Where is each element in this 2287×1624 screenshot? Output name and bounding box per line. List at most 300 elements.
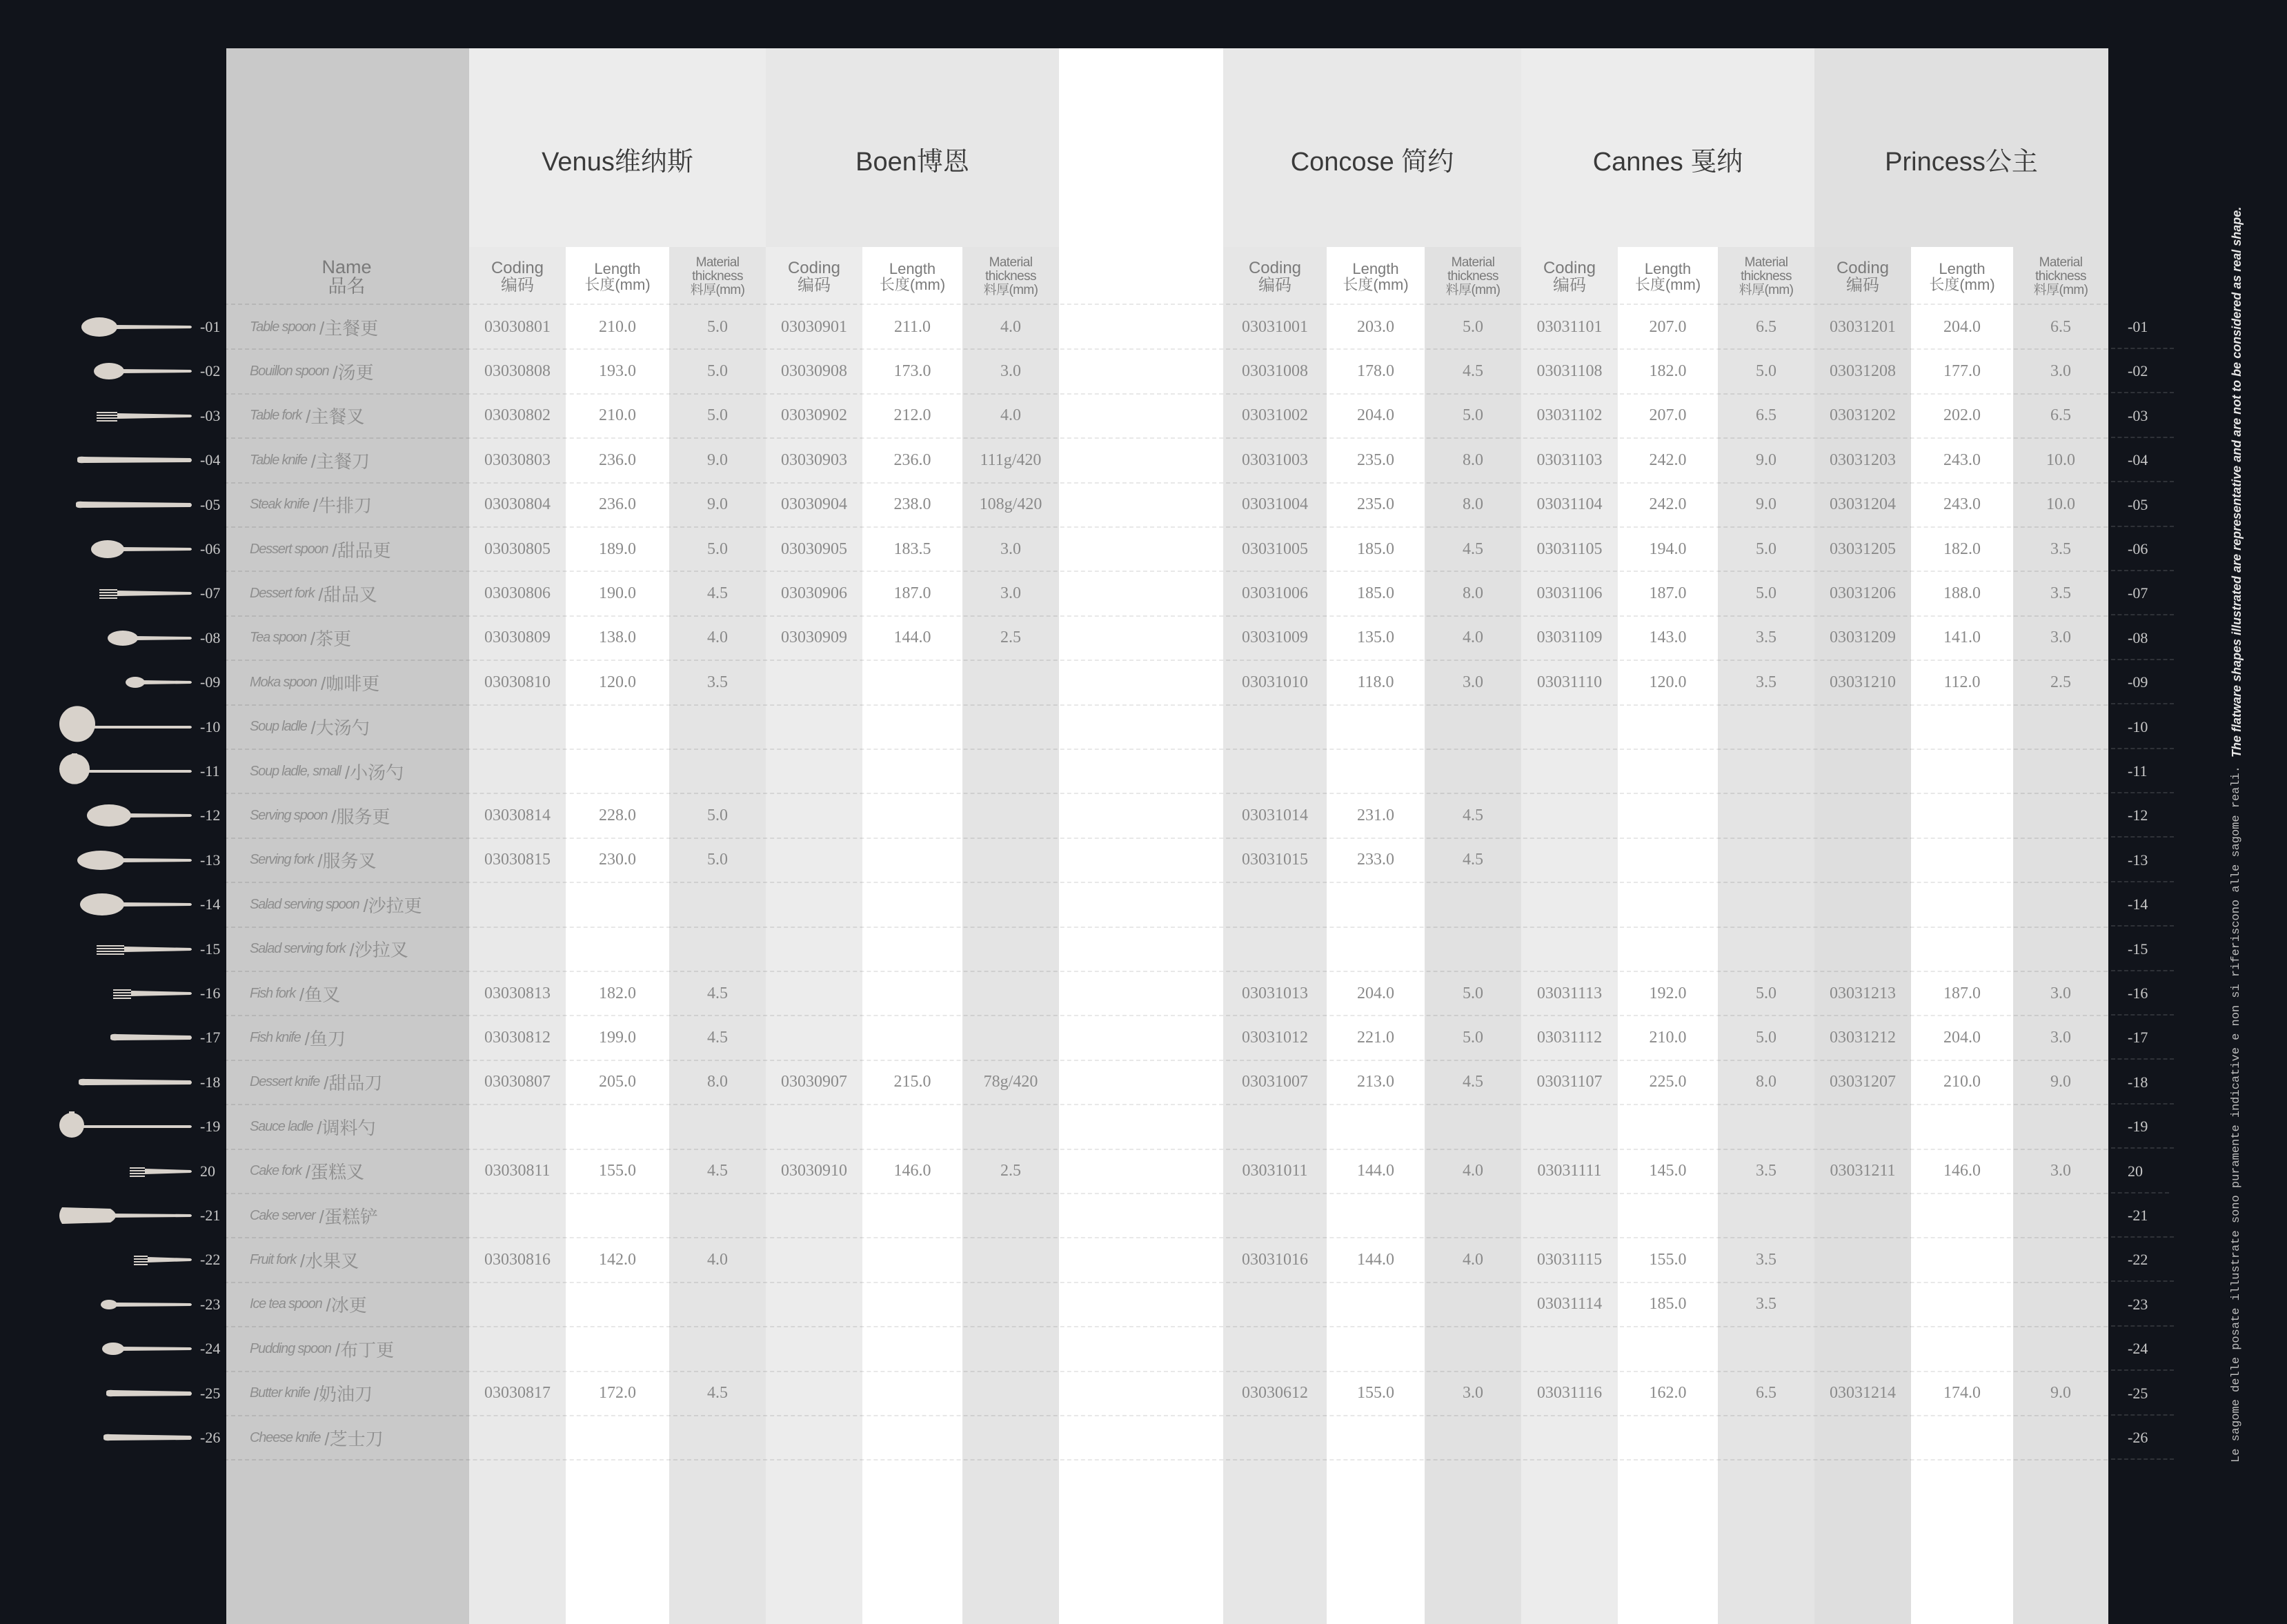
length-cell: 144.0 — [1357, 1162, 1394, 1180]
coding-header — [469, 252, 566, 301]
coding-cell: 03031015 — [1242, 851, 1308, 869]
row-index-left: -22 — [200, 1251, 221, 1269]
thickness-cell: 3.0 — [1463, 1384, 1483, 1403]
item-name-en: Ice tea spoon — [250, 1296, 322, 1312]
item-name-en: Butter knife — [250, 1385, 310, 1401]
thickness-cell: 5.0 — [1756, 362, 1776, 380]
thickness-cell: 4.5 — [707, 1384, 728, 1403]
item-name — [250, 838, 377, 882]
length-cell: 194.0 — [1649, 539, 1687, 558]
coding-cell: 03030805 — [484, 539, 551, 558]
row-index-right: -23 — [2128, 1283, 2148, 1327]
item-name-zh: /大汤勺 — [310, 717, 370, 739]
thickness-cell: 8.0 — [707, 1073, 728, 1091]
row-index-right: -15 — [2128, 927, 2148, 971]
length-cell: 187.0 — [1943, 984, 1981, 1002]
thickness-cell: 5.0 — [1756, 584, 1776, 602]
item-name-en: Fish knife — [250, 1029, 301, 1045]
length-cell: 235.0 — [1357, 450, 1394, 469]
dessert-knife-icon — [55, 1060, 193, 1105]
length-cell: 185.0 — [1649, 1295, 1687, 1314]
coding-cell: 03030905 — [781, 539, 847, 558]
item-name-en: Salad serving fork — [250, 941, 346, 957]
thickness-cell: 4.0 — [1463, 1162, 1483, 1180]
thickness-cell: 9.0 — [2050, 1073, 2071, 1091]
length-cell: 231.0 — [1357, 806, 1394, 824]
coding-cell: 03031008 — [1242, 362, 1308, 380]
length-cell: 187.0 — [1649, 584, 1687, 602]
coding-cell: 03031005 — [1242, 539, 1308, 558]
thickness-header — [669, 252, 766, 301]
thickness-cell: 4.5 — [1463, 1073, 1483, 1091]
collection-title: Cannes 戛纳 — [1592, 147, 1743, 177]
length-cell: 204.0 — [1943, 1028, 1981, 1047]
item-name-en: Sauce ladle — [250, 1118, 313, 1134]
length-cell: 199.0 — [599, 1028, 636, 1047]
coding-cell: 03031105 — [1536, 539, 1603, 558]
coding-cell: 03031212 — [1830, 1028, 1896, 1047]
item-name-en: Dessert knife — [250, 1074, 320, 1090]
length-cell: 155.0 — [1649, 1250, 1687, 1269]
coding-cell: 03030612 — [1242, 1384, 1308, 1403]
item-name-en: Table fork — [250, 408, 302, 424]
length-cell: 141.0 — [1943, 628, 1981, 647]
thickness-cell: 3.0 — [2050, 1162, 2071, 1180]
thickness-cell: 3.5 — [2050, 539, 2071, 558]
thickness-cell: 4.5 — [1463, 539, 1483, 558]
serving-spoon-icon — [55, 793, 193, 838]
coding-cell: 03030811 — [484, 1162, 551, 1180]
thickness-cell: 6.5 — [1756, 406, 1776, 425]
coding-cell: 03030901 — [781, 317, 847, 336]
item-name-en: Steak knife — [250, 497, 309, 513]
thickness-cell: 5.0 — [1756, 539, 1776, 558]
name-header-en: Name — [321, 256, 372, 277]
thickness-cell: 3.5 — [1756, 1162, 1776, 1180]
coding-cell: 03031001 — [1242, 317, 1308, 336]
soup-ladle-icon — [55, 705, 193, 749]
length-header — [566, 252, 669, 301]
sauce-ladle-icon — [55, 1105, 193, 1149]
thickness-header-zh: 料厚(mm) — [1445, 282, 1501, 297]
thickness-cell: 8.0 — [1756, 1073, 1776, 1091]
coding-cell: 03030910 — [781, 1162, 847, 1180]
name-header — [290, 252, 404, 301]
length-cell: 205.0 — [599, 1073, 636, 1091]
thickness-cell: 5.0 — [707, 406, 728, 425]
item-name-en: Dessert spoon — [250, 541, 328, 557]
thickness-cell: 5.0 — [1756, 984, 1776, 1002]
item-name — [250, 749, 404, 793]
length-header-zh: 长度(mm) — [1634, 276, 1701, 293]
row-index-left: -17 — [200, 1029, 221, 1047]
coding-header-zh: 编码 — [798, 276, 831, 295]
item-name — [250, 1283, 367, 1327]
coding-cell: 03030904 — [781, 495, 847, 514]
coding-cell: 03030808 — [484, 362, 551, 380]
length-cell: 243.0 — [1943, 495, 1981, 514]
item-name-zh: /蛋糕铲 — [319, 1206, 378, 1227]
row-index-right: -21 — [2128, 1194, 2148, 1238]
length-cell: 146.0 — [893, 1162, 931, 1180]
coding-header-en: Coding — [1248, 258, 1302, 277]
fruit-fork-icon — [55, 1238, 193, 1282]
coding-cell: 03030809 — [484, 628, 551, 647]
item-name — [250, 438, 370, 482]
item-name-zh: /鱼刀 — [304, 1028, 346, 1049]
item-name — [250, 1194, 378, 1238]
item-name — [250, 616, 351, 660]
coding-cell: 03031013 — [1242, 984, 1308, 1002]
thickness-header — [1425, 252, 1521, 301]
thickness-header-zh: 料厚(mm) — [2033, 282, 2088, 297]
row-index-right: -17 — [2128, 1016, 2148, 1060]
thickness-cell: 3.5 — [707, 673, 728, 691]
thickness-cell: 3.5 — [1756, 1250, 1776, 1269]
coding-cell: 03031213 — [1830, 984, 1896, 1002]
coding-cell: 03030803 — [484, 450, 551, 469]
item-name — [250, 1416, 384, 1460]
thickness-cell: 2.5 — [1000, 628, 1021, 647]
row-index-right: -22 — [2128, 1238, 2148, 1282]
coding-header-en: Coding — [1543, 258, 1596, 277]
row-index-left: -14 — [200, 895, 221, 913]
dessert-fork-icon — [55, 571, 193, 615]
coding-header-en: Coding — [491, 258, 544, 277]
length-cell: 212.0 — [893, 406, 931, 425]
row-index-right: -03 — [2128, 394, 2148, 438]
row-index-left: -04 — [200, 451, 221, 469]
item-name-en: Soup ladle, small — [250, 763, 341, 779]
serving-fork-icon — [55, 838, 193, 882]
fish-fork-icon — [55, 971, 193, 1016]
item-name — [250, 927, 408, 971]
item-name — [250, 705, 370, 749]
coding-cell: 03031112 — [1536, 1028, 1603, 1047]
length-cell: 146.0 — [1943, 1162, 1981, 1180]
length-cell: 190.0 — [599, 584, 636, 602]
item-name — [250, 1327, 394, 1371]
length-cell: 182.0 — [1943, 539, 1981, 558]
pudding-spoon-icon — [55, 1327, 193, 1371]
length-header-zh: 长度(mm) — [879, 276, 946, 293]
thickness-header-zh: 料厚(mm) — [983, 282, 1038, 297]
length-cell: 145.0 — [1649, 1162, 1687, 1180]
row-divider — [224, 704, 2108, 706]
length-header-en: Length — [1939, 259, 1986, 277]
thickness-header-en: Material thickness — [985, 255, 1036, 284]
coding-cell: 03030807 — [484, 1073, 551, 1091]
item-name-en: Cake fork — [250, 1163, 301, 1179]
length-cell: 135.0 — [1357, 628, 1394, 647]
thickness-cell: 4.0 — [707, 628, 728, 647]
item-name-zh: /咖啡更 — [320, 673, 380, 694]
row-index-right: -02 — [2128, 349, 2148, 393]
thickness-cell: 5.0 — [707, 851, 728, 869]
length-cell: 236.0 — [599, 495, 636, 514]
item-name-zh: /服务叉 — [317, 851, 377, 872]
item-name-en: Table knife — [250, 452, 307, 468]
coding-cell: 03031014 — [1242, 806, 1308, 824]
table-spoon-icon — [55, 305, 193, 349]
length-header-zh: 长度(mm) — [1929, 276, 1995, 293]
coding-header — [766, 252, 862, 301]
row-divider — [224, 882, 2108, 883]
thickness-cell: 4.5 — [1463, 806, 1483, 824]
item-name-zh: /鱼叉 — [299, 984, 341, 1005]
length-cell: 138.0 — [599, 628, 636, 647]
coding-cell: 03031214 — [1830, 1384, 1896, 1403]
name-header-zh: 品名 — [328, 276, 366, 297]
row-index-left: -24 — [200, 1340, 221, 1358]
row-index-right: -11 — [2128, 749, 2148, 793]
thickness-header-zh: 料厚(mm) — [1739, 282, 1794, 297]
thickness-cell: 10.0 — [2046, 450, 2075, 469]
item-name — [250, 483, 372, 527]
thickness-cell: 3.0 — [2050, 628, 2071, 647]
coding-cell: 03031203 — [1830, 450, 1896, 469]
thickness-cell: 3.0 — [1000, 539, 1021, 558]
item-name-zh: /沙拉更 — [363, 895, 422, 916]
row-index-left: -08 — [200, 628, 221, 646]
moka-spoon-icon — [55, 660, 193, 704]
length-cell: 118.0 — [1357, 673, 1394, 691]
item-name — [250, 882, 422, 927]
coding-cell: 03031202 — [1830, 406, 1896, 425]
coding-header-zh: 编码 — [1846, 276, 1879, 295]
coding-cell: 03030815 — [484, 851, 551, 869]
length-cell: 204.0 — [1357, 406, 1394, 425]
coding-header-en: Coding — [1836, 258, 1890, 277]
length-cell: 242.0 — [1649, 495, 1687, 514]
thickness-header-en: Material thickness — [692, 255, 743, 284]
item-name-zh: /茶更 — [310, 628, 352, 650]
thickness-cell: 6.5 — [2050, 406, 2071, 425]
thickness-cell: 8.0 — [1463, 584, 1483, 602]
row-divider — [224, 1459, 2108, 1460]
row-index-right: -08 — [2128, 616, 2148, 660]
thickness-cell: 2.5 — [1000, 1162, 1021, 1180]
thickness-cell: 2.5 — [2050, 673, 2071, 691]
row-index-left: -13 — [200, 851, 221, 869]
item-name-en: Soup ladle — [250, 719, 307, 735]
row-index-left: -05 — [200, 495, 221, 513]
length-header — [862, 252, 962, 301]
length-cell: 178.0 — [1357, 362, 1394, 380]
item-name-zh: /蛋糕叉 — [305, 1162, 365, 1183]
thickness-cell: 6.5 — [2050, 317, 2071, 336]
length-cell: 144.0 — [1357, 1250, 1394, 1269]
item-name-en: Fruit fork — [250, 1251, 296, 1267]
coding-cell: 03031104 — [1536, 495, 1603, 514]
coding-header — [1521, 252, 1618, 301]
coding-cell: 03030801 — [484, 317, 551, 336]
item-name-zh: /布丁更 — [335, 1339, 395, 1360]
length-cell: 143.0 — [1649, 628, 1687, 647]
coding-header — [1814, 252, 1911, 301]
coding-cell: 03031009 — [1242, 628, 1308, 647]
item-name — [250, 527, 391, 571]
row-index-left: -23 — [200, 1295, 221, 1313]
item-name — [250, 1105, 376, 1149]
thickness-cell: 3.0 — [1000, 362, 1021, 380]
item-name-en: Moka spoon — [250, 674, 317, 690]
coding-cell: 03031208 — [1830, 362, 1896, 380]
coding-cell: 03031210 — [1830, 673, 1896, 691]
length-cell: 204.0 — [1357, 984, 1394, 1002]
coding-cell: 03031110 — [1536, 673, 1603, 691]
row-index-left: -15 — [200, 940, 221, 958]
cake-server-icon — [55, 1194, 193, 1238]
coding-cell: 03031101 — [1536, 317, 1603, 336]
length-header-en: Length — [1352, 259, 1399, 277]
thickness-cell: 3.5 — [2050, 584, 2071, 602]
cake-fork-icon — [55, 1149, 193, 1194]
thickness-cell: 5.0 — [1463, 406, 1483, 425]
thickness-cell: 5.0 — [707, 806, 728, 824]
length-header-zh: 长度(mm) — [1343, 276, 1409, 293]
thickness-cell: 4.5 — [707, 984, 728, 1002]
coding-cell: 03031206 — [1830, 584, 1896, 602]
collection-title: Princess公主 — [1885, 147, 2038, 177]
item-name-zh: /主餐更 — [319, 317, 379, 339]
thickness-cell: 4.0 — [1463, 628, 1483, 647]
length-cell: 185.0 — [1357, 584, 1394, 602]
item-name-zh: /芝士刀 — [324, 1428, 384, 1449]
table-knife-icon — [55, 438, 193, 482]
row-index-right: 20 — [2128, 1149, 2143, 1194]
thickness-cell: 4.5 — [707, 584, 728, 602]
length-cell: 192.0 — [1649, 984, 1687, 1002]
length-cell: 172.0 — [599, 1384, 636, 1403]
coding-cell: 03031103 — [1536, 450, 1603, 469]
length-cell: 228.0 — [599, 806, 636, 824]
thickness-cell: 5.0 — [1463, 984, 1483, 1002]
coding-cell: 03031115 — [1536, 1250, 1603, 1269]
thickness-cell: 5.0 — [1756, 1028, 1776, 1047]
length-cell: 203.0 — [1357, 317, 1394, 336]
coding-cell: 03030813 — [484, 984, 551, 1002]
length-cell: 120.0 — [599, 673, 636, 691]
item-name-zh: /调料勺 — [317, 1117, 376, 1138]
row-index-left: -26 — [200, 1429, 221, 1446]
coding-header-zh: 编码 — [501, 276, 534, 295]
row-divider — [224, 1104, 2108, 1105]
coding-cell: 03030806 — [484, 584, 551, 602]
length-header-en: Length — [1644, 259, 1692, 277]
thickness-cell: 5.0 — [707, 317, 728, 336]
coding-cell: 03031003 — [1242, 450, 1308, 469]
coding-cell: 03030906 — [781, 584, 847, 602]
coding-cell: 03030810 — [484, 673, 551, 691]
fish-knife-icon — [55, 1016, 193, 1060]
thickness-cell: 4.5 — [707, 1028, 728, 1047]
coding-cell: 03031010 — [1242, 673, 1308, 691]
item-name-zh: /甜品更 — [332, 539, 391, 561]
coding-cell: 03030816 — [484, 1250, 551, 1269]
thickness-cell: 5.0 — [1463, 317, 1483, 336]
row-index-left: -11 — [200, 762, 220, 780]
row-index-left: -02 — [200, 362, 221, 380]
item-name-zh: /甜品叉 — [318, 584, 377, 605]
coding-cell: 03031007 — [1242, 1073, 1308, 1091]
item-name — [250, 793, 390, 838]
length-cell: 210.0 — [599, 406, 636, 425]
coding-cell: 03031209 — [1830, 628, 1896, 647]
item-name — [250, 1238, 359, 1282]
length-header — [1327, 252, 1425, 301]
thickness-cell: 4.0 — [1000, 406, 1021, 425]
row-index-right: -09 — [2128, 660, 2148, 704]
row-divider — [224, 1282, 2108, 1283]
thickness-header-en: Material thickness — [2035, 255, 2086, 284]
item-name-zh: /沙拉叉 — [349, 940, 408, 961]
small-soup-ladle-icon — [55, 749, 193, 793]
row-index-left: 20 — [200, 1162, 215, 1180]
length-cell: 210.0 — [1943, 1073, 1981, 1091]
row-divider — [224, 1415, 2108, 1416]
row-divider — [224, 749, 2108, 750]
row-divider — [224, 1193, 2108, 1194]
table-fork-icon — [55, 394, 193, 438]
item-name-en: Cake server — [250, 1207, 315, 1223]
item-name-en: Dessert fork — [250, 585, 315, 601]
item-name — [250, 571, 377, 615]
thickness-cell: 5.0 — [1463, 1028, 1483, 1047]
thickness-cell: 4.0 — [1463, 1250, 1483, 1269]
row-index-left: -18 — [200, 1073, 221, 1091]
item-name — [250, 1016, 346, 1060]
row-index-left: -21 — [200, 1207, 221, 1224]
coding-cell: 03031116 — [1536, 1384, 1603, 1403]
length-cell: 177.0 — [1943, 362, 1981, 380]
thickness-header-zh: 料厚(mm) — [690, 282, 745, 297]
collection-title: Concose 简约 — [1290, 147, 1454, 177]
tea-spoon-icon — [55, 616, 193, 660]
thickness-cell: 3.0 — [2050, 984, 2071, 1002]
length-cell: 236.0 — [893, 450, 931, 469]
length-header-en: Length — [594, 259, 641, 277]
length-cell: 213.0 — [1357, 1073, 1394, 1091]
row-index-right: -01 — [2128, 305, 2148, 349]
length-cell: 236.0 — [599, 450, 636, 469]
coding-cell: 03031016 — [1242, 1250, 1308, 1269]
length-cell: 185.0 — [1357, 539, 1394, 558]
row-index-left: -16 — [200, 984, 221, 1002]
coding-cell: 03030812 — [484, 1028, 551, 1047]
row-index-right: -10 — [2128, 705, 2148, 749]
thickness-cell: 9.0 — [707, 450, 728, 469]
row-index-left: -12 — [200, 806, 221, 824]
thickness-cell: 10.0 — [2046, 495, 2075, 514]
collection-title: Venus维纳斯 — [542, 147, 693, 177]
length-cell: 211.0 — [893, 317, 931, 336]
coding-cell: 03031201 — [1830, 317, 1896, 336]
length-cell: 210.0 — [599, 317, 636, 336]
thickness-cell: 3.5 — [1756, 628, 1776, 647]
row-index-left: -06 — [200, 540, 221, 557]
row-index-right: -13 — [2128, 838, 2148, 882]
coding-cell: 03030907 — [781, 1073, 847, 1091]
item-name-en: Tea spoon — [250, 630, 306, 646]
thickness-cell: 4.5 — [1463, 851, 1483, 869]
spacer-column-background — [1059, 48, 1223, 1624]
thickness-cell: 6.5 — [1756, 317, 1776, 336]
thickness-cell: 108g/420 — [979, 495, 1042, 514]
item-name-zh: /服务更 — [331, 806, 390, 827]
thickness-cell: 78g/420 — [983, 1073, 1038, 1091]
length-cell: 210.0 — [1649, 1028, 1687, 1047]
